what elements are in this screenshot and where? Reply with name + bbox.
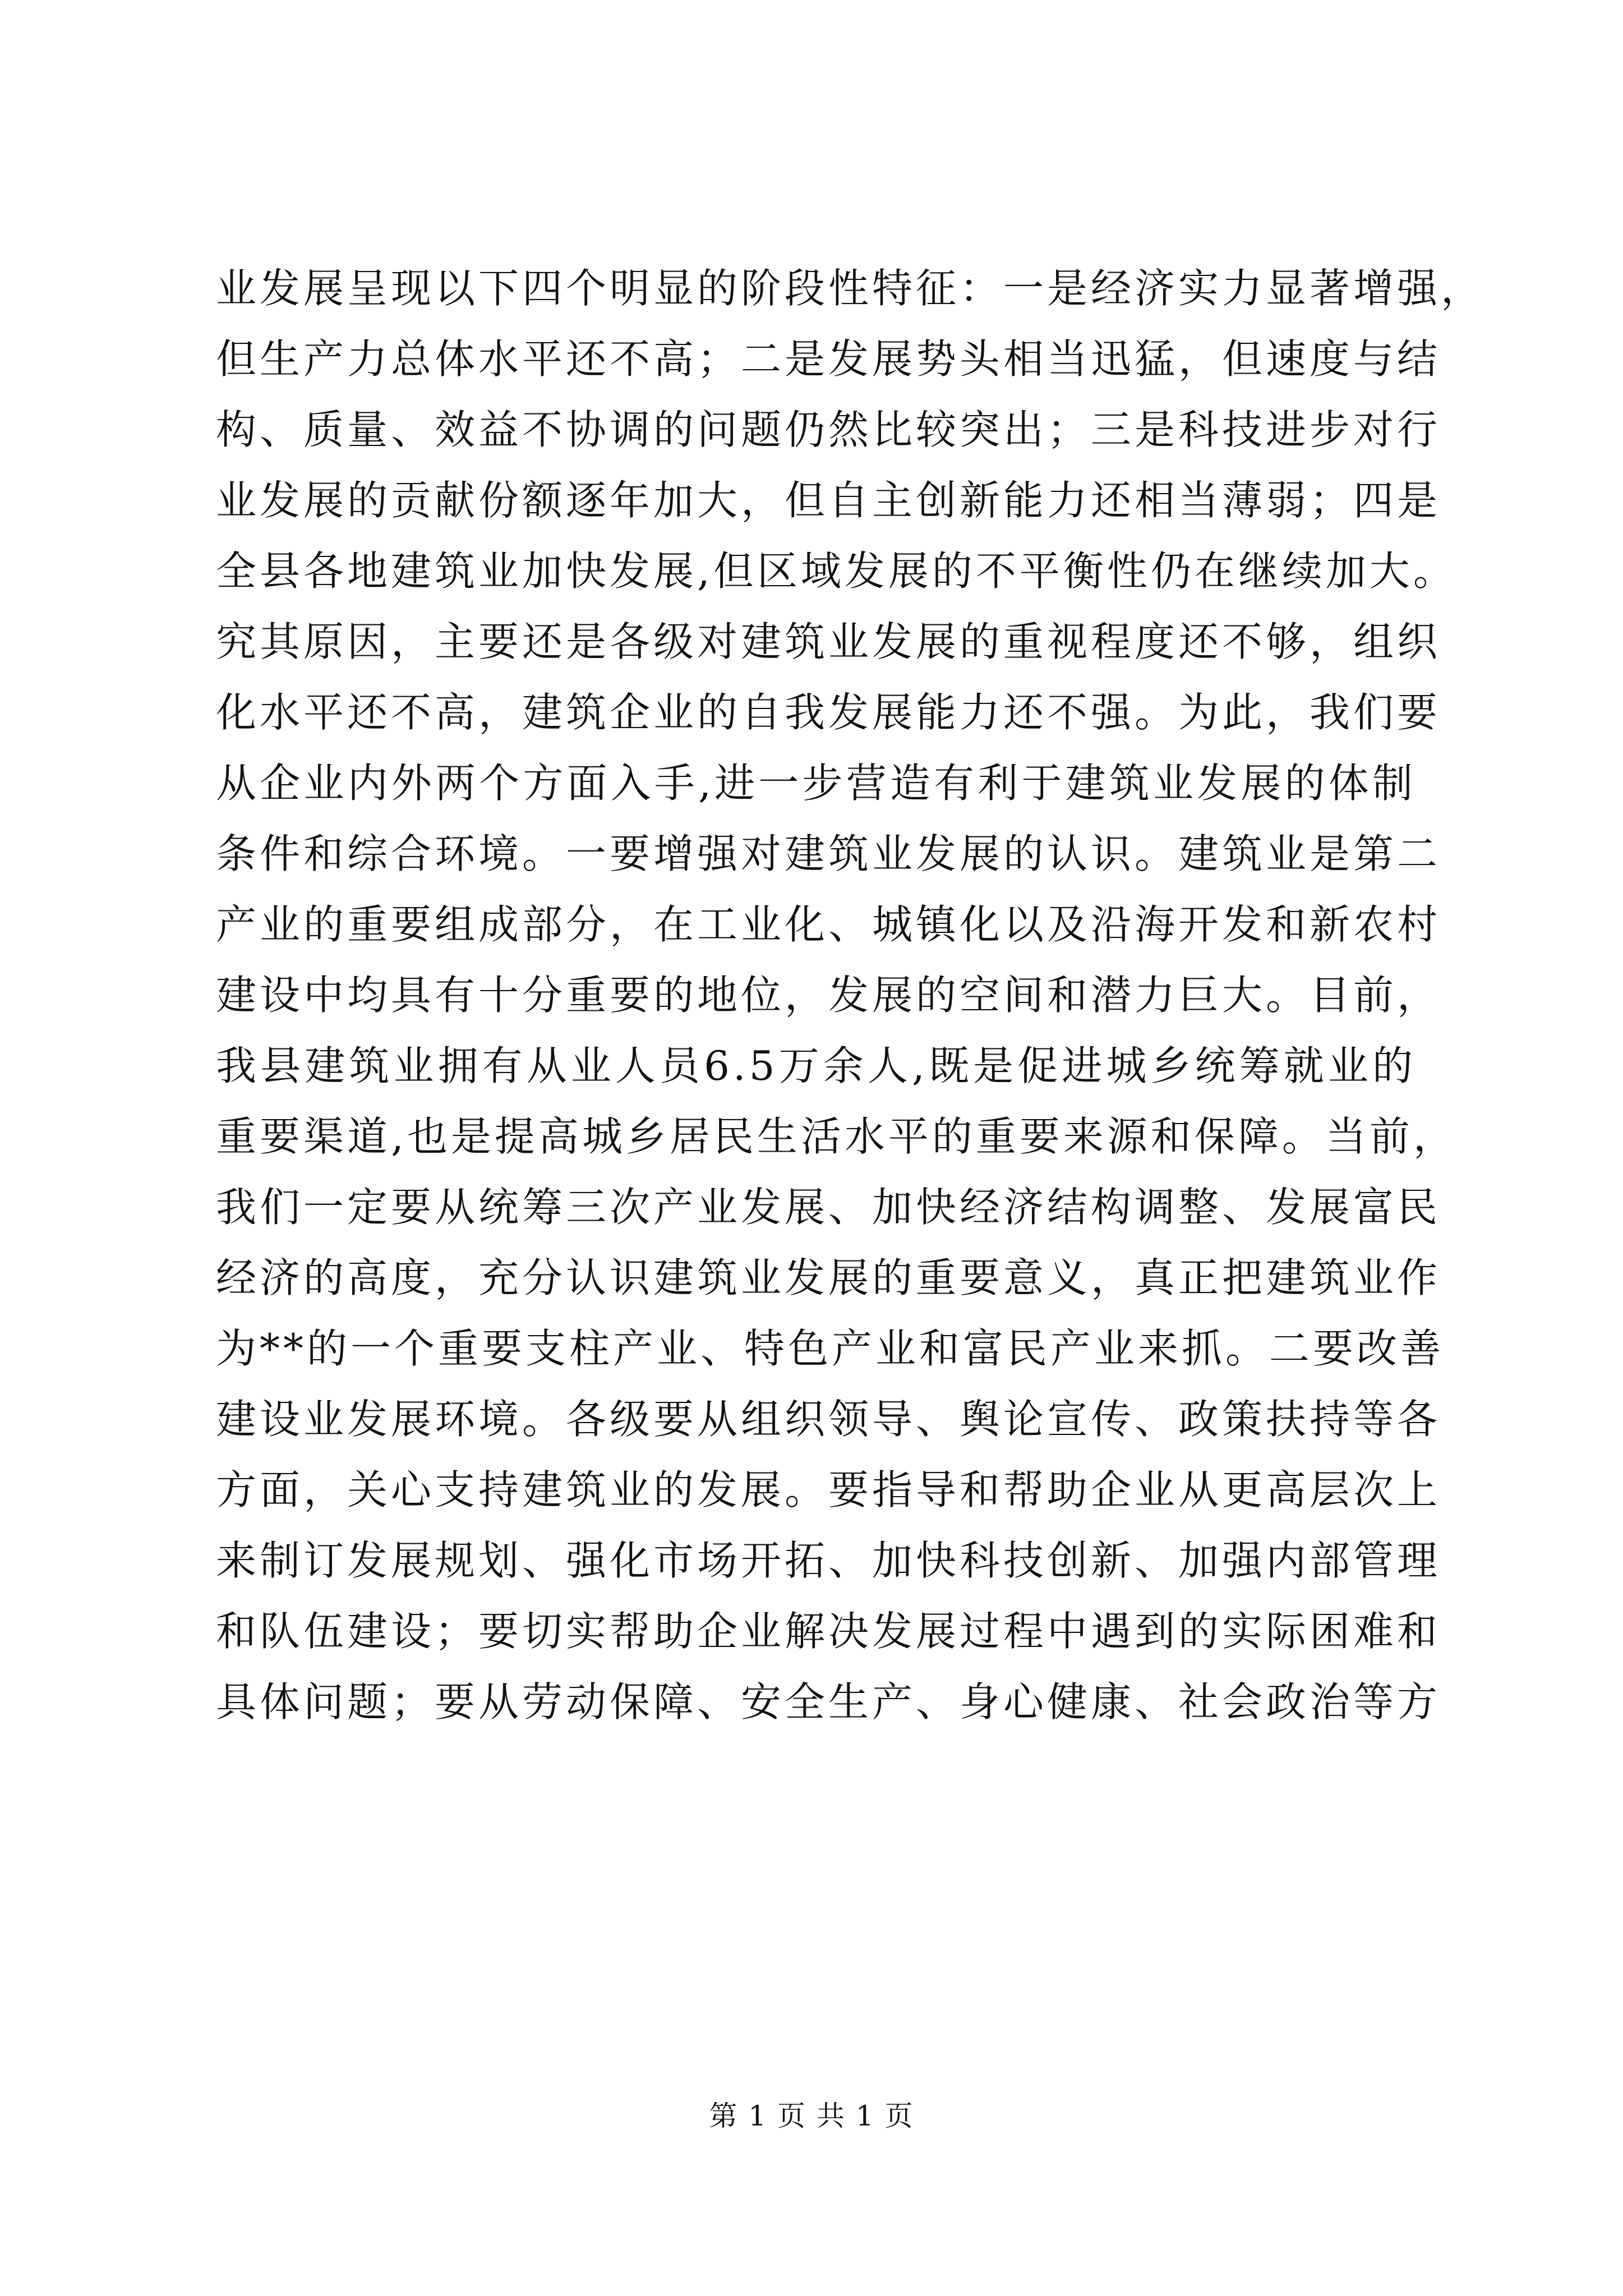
text-line: 业发展的贡献份额逐年加大，但自主创新能力还相当薄弱；四是 [216,477,1441,524]
text-line: 和队伍建设；要切实帮助企业解决发展过程中遇到的实际困难和 [216,1608,1441,1655]
text-line: 建设中均具有十分重要的地位，发展的空间和潜力巨大。目前， [216,972,1441,1019]
page-number-footer: 第 1 页 共 1 页 [709,2100,914,2132]
text-line: 来制订发展规划、强化市场开拓、加快科技创新、加强内部管理 [216,1537,1441,1584]
text-line: 从企业内外两个方面入手,进一步营造有利于建筑业发展的体制 [216,760,1416,807]
text-line: 业发展呈现以下四个明显的阶段性特征：一是经济实力显著增强， [216,265,1485,312]
text-line: 构、质量、效益不协调的问题仍然比较突出；三是科技进步对行 [216,406,1441,453]
text-line: 重要渠道,也是提高城乡居民生活水平的重要来源和保障。当前， [216,1113,1457,1160]
text-line: 方面，关心支持建筑业的发展。要指导和帮助企业从更高层次上 [216,1466,1441,1513]
text-line: 我县建筑业拥有从业人员6.5万余人,既是促进城乡统筹就业的 [216,1042,1416,1089]
text-line: 经济的高度，充分认识建筑业发展的重要意义，真正把建筑业作 [216,1254,1441,1301]
text-line: 具体问题；要从劳动保障、安全生产、身心健康、社会政治等方 [216,1678,1441,1726]
body-text [216,253,1485,1737]
text-line: 化水平还不高，建筑企业的自我发展能力还不强。为此，我们要 [216,689,1441,736]
text-line: 条件和综合环境。一要增强对建筑业发展的认识。建筑业是第二 [216,830,1441,877]
text-line: 但生产力总体水平还不高；二是发展势头相当迅猛，但速度与结 [216,335,1441,383]
text-line: 究其原因，主要还是各级对建筑业发展的重视程度还不够，组织 [216,618,1441,665]
text-line: 全县各地建筑业加快发展,但区域发展的不平衡性仍在继续加大。 [216,547,1457,595]
text-line: 我们一定要从统筹三次产业发展、加快经济结构调整、发展富民 [216,1184,1441,1231]
text-line: 建设业发展环境。各级要从组织领导、舆论宣传、政策扶持等各 [216,1396,1441,1443]
text-line: 产业的重要组成部分，在工业化、城镇化以及沿海开发和新农村 [216,901,1441,948]
text-line: 为**的一个重要支柱产业、特色产业和富民产业来抓。二要改善 [216,1325,1445,1372]
